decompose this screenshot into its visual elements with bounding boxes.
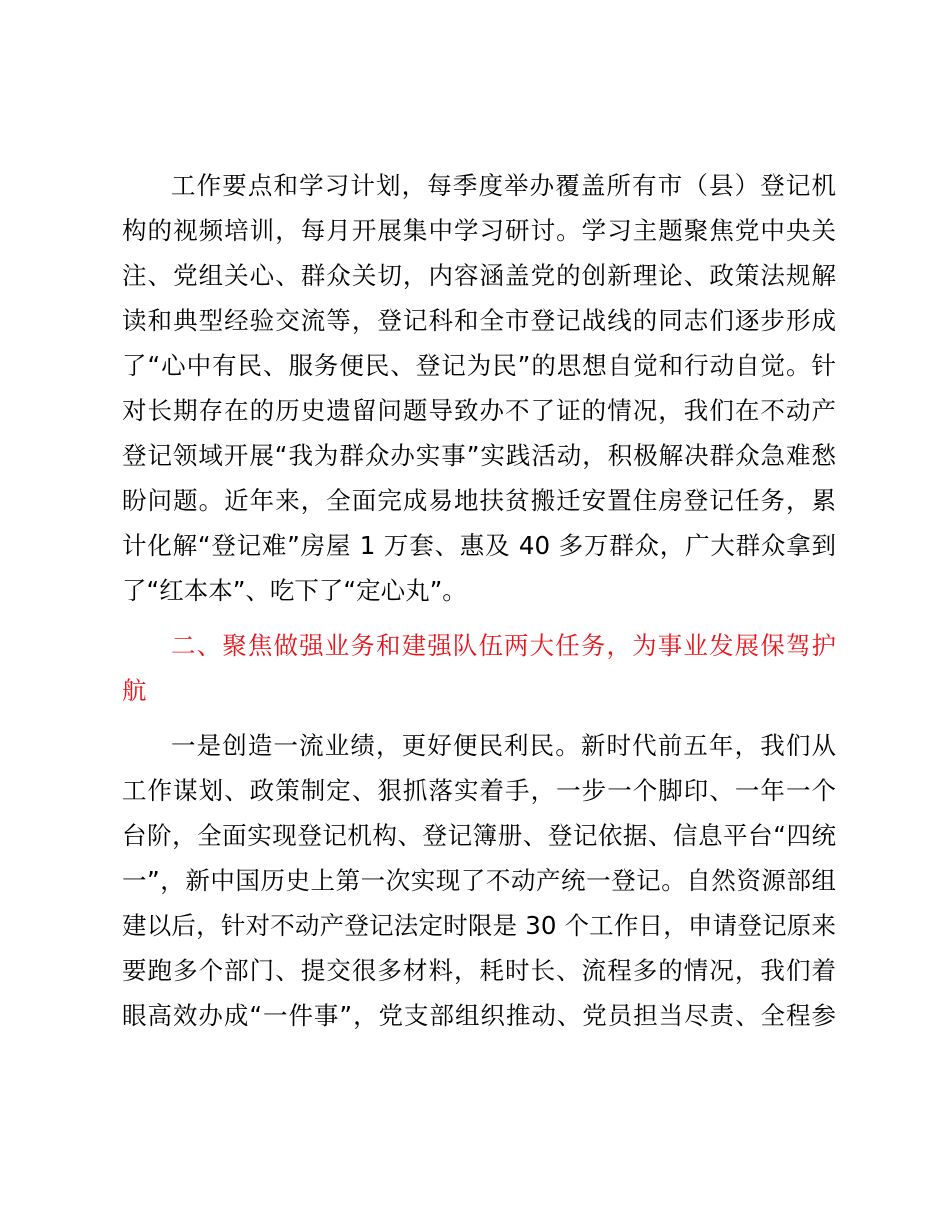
text-line: 建以后，针对不动产登记法定时限是 30 个工作日，申请登记原来 — [122, 911, 836, 940]
text-line: 台阶，全面实现登记机构、登记簿册、登记依据、信息平台“四统 — [122, 821, 836, 850]
paragraph-2-line-6 — [0, 951, 950, 991]
paragraph-1-line-8 — [0, 481, 950, 521]
paragraph-2-line-7 — [0, 996, 950, 1036]
text-line: 工作谋划、政策制定、狠抓落实着手，一步一个脚印、一年一个 — [122, 776, 836, 805]
heading-text: 二、聚焦做强业务和建强队伍两大任务，为事业发展保驾护 — [171, 631, 836, 660]
text-line: 一是创造一流业绩，更好便民利民。新时代前五年，我们从 — [171, 731, 836, 760]
text-line: 盼问题。近年来，全面完成易地扶贫搬迁安置住房登记任务，累 — [122, 486, 836, 515]
section-heading-line-1 — [0, 626, 950, 666]
paragraph-2-line-2 — [0, 771, 950, 811]
paragraph-1-line-9 — [0, 526, 950, 566]
paragraph-2-line-4 — [0, 861, 950, 901]
paragraph-1-line-1 — [0, 166, 950, 206]
paragraph-2-line-5 — [0, 906, 950, 946]
section-heading-line-2 — [0, 671, 950, 711]
text-line: 读和典型经验交流等，登记科和全市登记战线的同志们逐步形成 — [122, 306, 836, 335]
text-line: 计化解“登记难”房屋 1 万套、惠及 40 多万群众，广大群众拿到 — [122, 531, 836, 560]
text-line: 工作要点和学习计划，每季度举办覆盖所有市（县）登记机 — [171, 171, 836, 200]
heading-text: 航 — [122, 676, 147, 705]
paragraph-1-line-6 — [0, 391, 950, 431]
text-line: 一”，新中国历史上第一次实现了不动产统一登记。自然资源部组 — [122, 866, 836, 895]
paragraph-2-line-1 — [0, 726, 950, 766]
paragraph-1-line-4 — [0, 301, 950, 341]
paragraph-1-line-7 — [0, 436, 950, 476]
text-line: 构的视频培训，每月开展集中学习研讨。学习主题聚焦党中央关 — [122, 216, 836, 245]
paragraph-1-line-10 — [0, 571, 950, 611]
text-line: 了“心中有民、服务便民、登记为民”的思想自觉和行动自觉。针 — [122, 351, 836, 380]
text-line: 注、党组关心、群众关切，内容涵盖党的创新理论、政策法规解 — [122, 261, 836, 290]
text-line: 了“红本本”、吃下了“定心丸”。 — [122, 576, 467, 605]
paragraph-2-line-3 — [0, 816, 950, 856]
text-line: 眼高效办成“一件事”，党支部组织推动、党员担当尽责、全程参 — [122, 1001, 836, 1030]
paragraph-1-line-3 — [0, 256, 950, 296]
paragraph-1-line-5 — [0, 346, 950, 386]
text-line: 登记领域开展“我为群众办实事”实践活动，积极解决群众急难愁 — [122, 441, 836, 470]
text-line: 要跑多个部门、提交很多材料，耗时长、流程多的情况，我们着 — [122, 956, 836, 985]
paragraph-1-line-2 — [0, 211, 950, 251]
text-line: 对长期存在的历史遗留问题导致办不了证的情况，我们在不动产 — [122, 396, 836, 425]
